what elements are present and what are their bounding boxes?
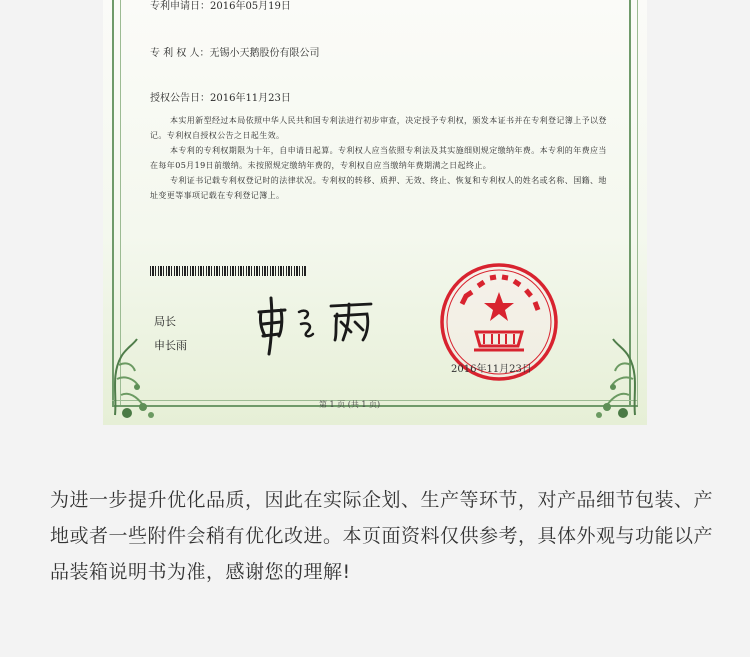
application-date-value: 2016年05月19日 [210,1,291,12]
patentee-label: 专 利 权 人 [150,48,200,59]
official-name: 申长雨 [154,339,187,352]
certificate-paragraph: 专利证书记载专利权登记时的法律状况。专利权的转移、质押、无效、终止、恢复和专利权人的姓名或名称、国籍、地址变更等事项记载在专利登记簿上。 [150,176,607,200]
patent-certificate-image [103,0,647,425]
grant-date-field: 授权公告日：2016年11月23日 [150,93,291,104]
grant-date-label: 授权公告日 [150,93,200,104]
signature-image [251,290,381,360]
ornament-right-icon [587,335,643,419]
application-date-label: 专利申请日 [150,1,200,12]
certificate-body [150,113,610,203]
seal-date: 2016年11月23日 [451,364,532,375]
grant-date-value: 2016年11月23日 [210,93,291,104]
certificate-paragraph: 本实用新型经过本局依照中华人民共和国专利法进行初步审查，决定授予专利权，颁发本证书并在专利登记簿上予以登记。专利权自授权公告之日起生效。 [150,116,607,140]
patentee-field: 专 利 权 人：无锡小天鹅股份有限公司 [150,48,320,59]
barcode [150,266,306,276]
official-title: 局长 [154,315,176,328]
patentee-value: 无锡小天鹅股份有限公司 [209,48,320,59]
disclaimer-text: 为进一步提升优化品质，因此在实际企划、生产等环节，对产品细节包装、产地或者一些附件会稍有优化改进。本页面资料仅供参考，具体外观与功能以产品装箱说明书为准，感谢您的理解! [50,489,714,583]
certificate-paragraph: 本专利的专利权期限为十年，自申请日起算。专利权人应当依照专利法及其实施细则规定缴纳年费。本专利的年费应当在每年05月19日前缴纳。未按照规定缴纳年费的，专利权自应当缴纳年费期满之日起终止。 [150,146,607,170]
application-date-field: 专利申请日：2016年05月19日 [150,1,291,12]
page-indicator: 第 1 页 (共 1 页) [319,400,381,409]
